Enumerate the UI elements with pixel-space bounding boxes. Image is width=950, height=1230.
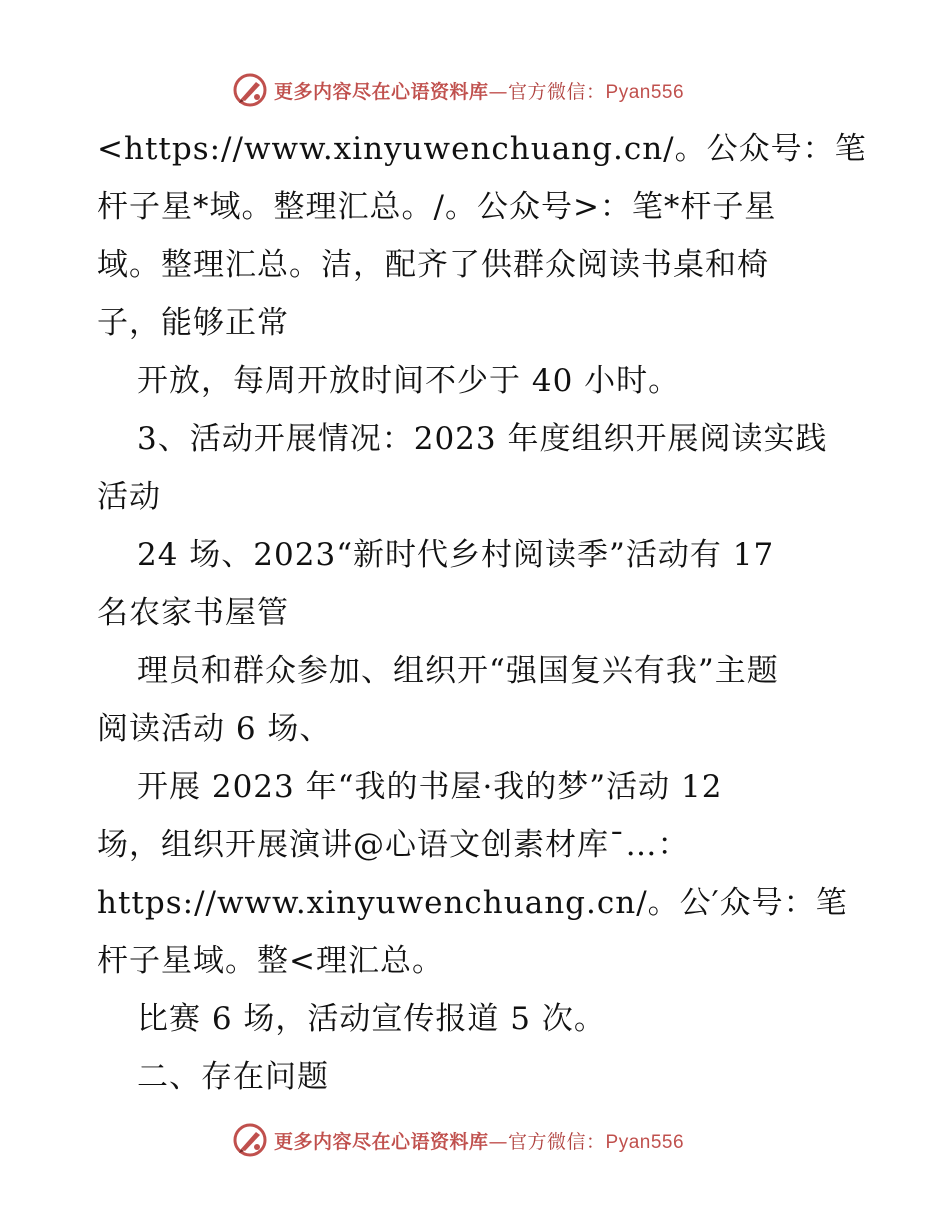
body-line-1: <https://www.xinyuwenchuang.cn/。公众号：笔: [97, 131, 867, 167]
footer-watermark-banner: [232, 1120, 732, 1160]
header-banner-separator: —: [488, 80, 509, 103]
body-line-2: 杆子星*域。整理汇总。/。公众号>：笔*杆子星: [97, 189, 777, 225]
header-banner-contact: 官方微信：: [508, 80, 606, 103]
header-watermark-banner: [232, 70, 732, 110]
footer-banner-text: [274, 1127, 684, 1154]
body-line-6: 3、活动开展情况：2023 年度组织开展阅读实践: [137, 421, 828, 457]
header-banner-wechat-id: Pyan556: [605, 81, 685, 103]
footer-banner-wechat-id: Pyan556: [605, 1131, 685, 1153]
body-line-13: 场，组织开展演讲@心语文创素材库¯…：: [97, 827, 690, 863]
body-line-12: 开展 2023 年“我的书屋·我的梦”活动 12: [137, 769, 723, 805]
body-line-14: https://www.xinyuwenchuang.cn/。公′众号：笔: [97, 885, 848, 921]
body-line-15: 杆子星域。整<理汇总。: [97, 943, 444, 979]
body-line-11: 阅读活动 6 场、: [97, 711, 332, 747]
body-line-4: 子，能够正常: [97, 305, 289, 341]
body-line-3: 域。整理汇总。洁，配齐了供群众阅读书桌和椅: [97, 247, 769, 283]
footer-banner-main: 更多内容尽在心语资料库: [274, 1130, 489, 1153]
section-heading: 二、存在问题: [137, 1059, 329, 1095]
pen-logo-icon: [232, 1122, 268, 1158]
body-line-7: 活动: [97, 479, 161, 515]
body-line-5: 开放，每周开放时间不少于 40 小时。: [137, 363, 681, 399]
body-line-16: 比赛 6 场，活动宣传报道 5 次。: [137, 1001, 606, 1037]
header-banner-main: 更多内容尽在心语资料库: [274, 80, 489, 103]
footer-banner-separator: —: [488, 1130, 509, 1153]
footer-banner-contact: 官方微信：: [508, 1130, 606, 1153]
document-body: [97, 125, 867, 1111]
pen-logo-icon: [232, 72, 268, 108]
body-line-9: 名农家书屋管: [97, 595, 289, 631]
header-banner-text: [274, 77, 684, 104]
body-line-8: 24 场、2023“新时代乡村阅读季”活动有 17: [137, 537, 775, 573]
body-line-10: 理员和群众参加、组织开“强国复兴有我”主题: [137, 653, 779, 689]
